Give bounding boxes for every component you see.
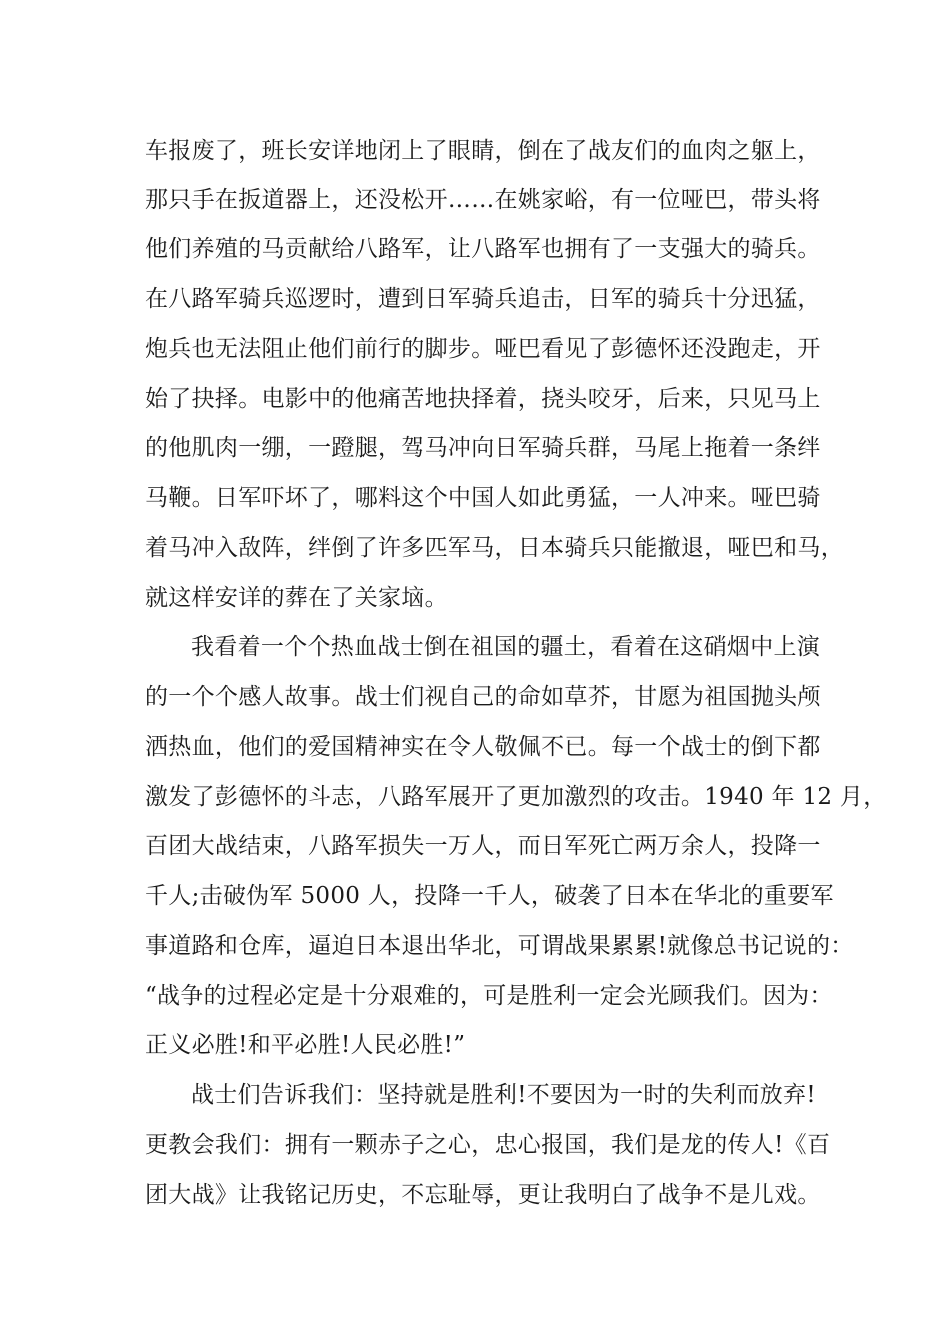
text-line: 团大战》让我铭记历史，不忘耻辱，更让我明白了战争不是儿戏。 xyxy=(145,1182,821,1208)
text-line: 始了抉择。电影中的他痛苦地抉择着，挠头咬牙，后来，只见马上 xyxy=(145,386,821,412)
text-line: 的他肌肉一绷，一蹬腿，驾马冲向日军骑兵群，马尾上拖着一条绊 xyxy=(145,435,821,461)
paragraph-first-line: 战士们告诉我们：坚持就是胜利!不要因为一时的失利而放弃! xyxy=(191,1082,816,1108)
text-line: 就这样安详的葬在了关家垴。 xyxy=(145,585,448,611)
text-line: 在八路军骑兵巡逻时，遭到日军骑兵追击，日军的骑兵十分迅猛， xyxy=(145,286,821,312)
text-line: 百团大战结束，八路军损失一万人，而日军死亡两万余人，投降一 xyxy=(145,833,821,859)
text-line: 炮兵也无法阻止他们前行的脚步。哑巴看见了彭德怀还没跑走，开 xyxy=(145,336,821,362)
text-line: 事道路和仓库，逼迫日本退出华北，可谓战果累累!就像总书记说的： xyxy=(145,933,854,959)
text-line: 激发了彭德怀的斗志，八路军展开了更加激烈的攻击。1940 年 12 月， xyxy=(145,784,887,810)
paragraph-first-line: 我看着一个个热血战士倒在祖国的疆土，看着在这硝烟中上演 xyxy=(191,634,821,660)
text-line: 着马冲入敌阵，绊倒了许多匹军马，日本骑兵只能撤退，哑巴和马， xyxy=(145,535,844,561)
text-line: 他们养殖的马贡献给八路军，让八路军也拥有了一支强大的骑兵。 xyxy=(145,236,821,262)
text-line: 千人;击破伪军 5000 人，投降一千人，破袭了日本在华北的重要军 xyxy=(145,883,834,909)
text-line: 的一个个感人故事。战士们视自己的命如草芥，甘愿为祖国抛头颅 xyxy=(145,684,821,710)
text-line: 更教会我们：拥有一颗赤子之心，忠心报国，我们是龙的传人!《百 xyxy=(145,1132,831,1158)
text-line: “战争的过程必定是十分艰难的，可是胜利一定会光顾我们。因为： xyxy=(145,983,833,1009)
text-line: 那只手在扳道器上，还没松开……在姚家峪，有一位哑巴，带头将 xyxy=(145,187,821,213)
text-line: 正义必胜!和平必胜!人民必胜!” xyxy=(145,1032,466,1058)
text-line: 马鞭。日军吓坏了，哪料这个中国人如此勇猛，一人冲来。哑巴骑 xyxy=(145,485,821,511)
text-line: 洒热血，他们的爱国精神实在令人敬佩不已。每一个战士的倒下都 xyxy=(145,734,821,760)
text-line: 车报废了，班长安详地闭上了眼睛，倒在了战友们的血肉之躯上， xyxy=(145,138,821,164)
